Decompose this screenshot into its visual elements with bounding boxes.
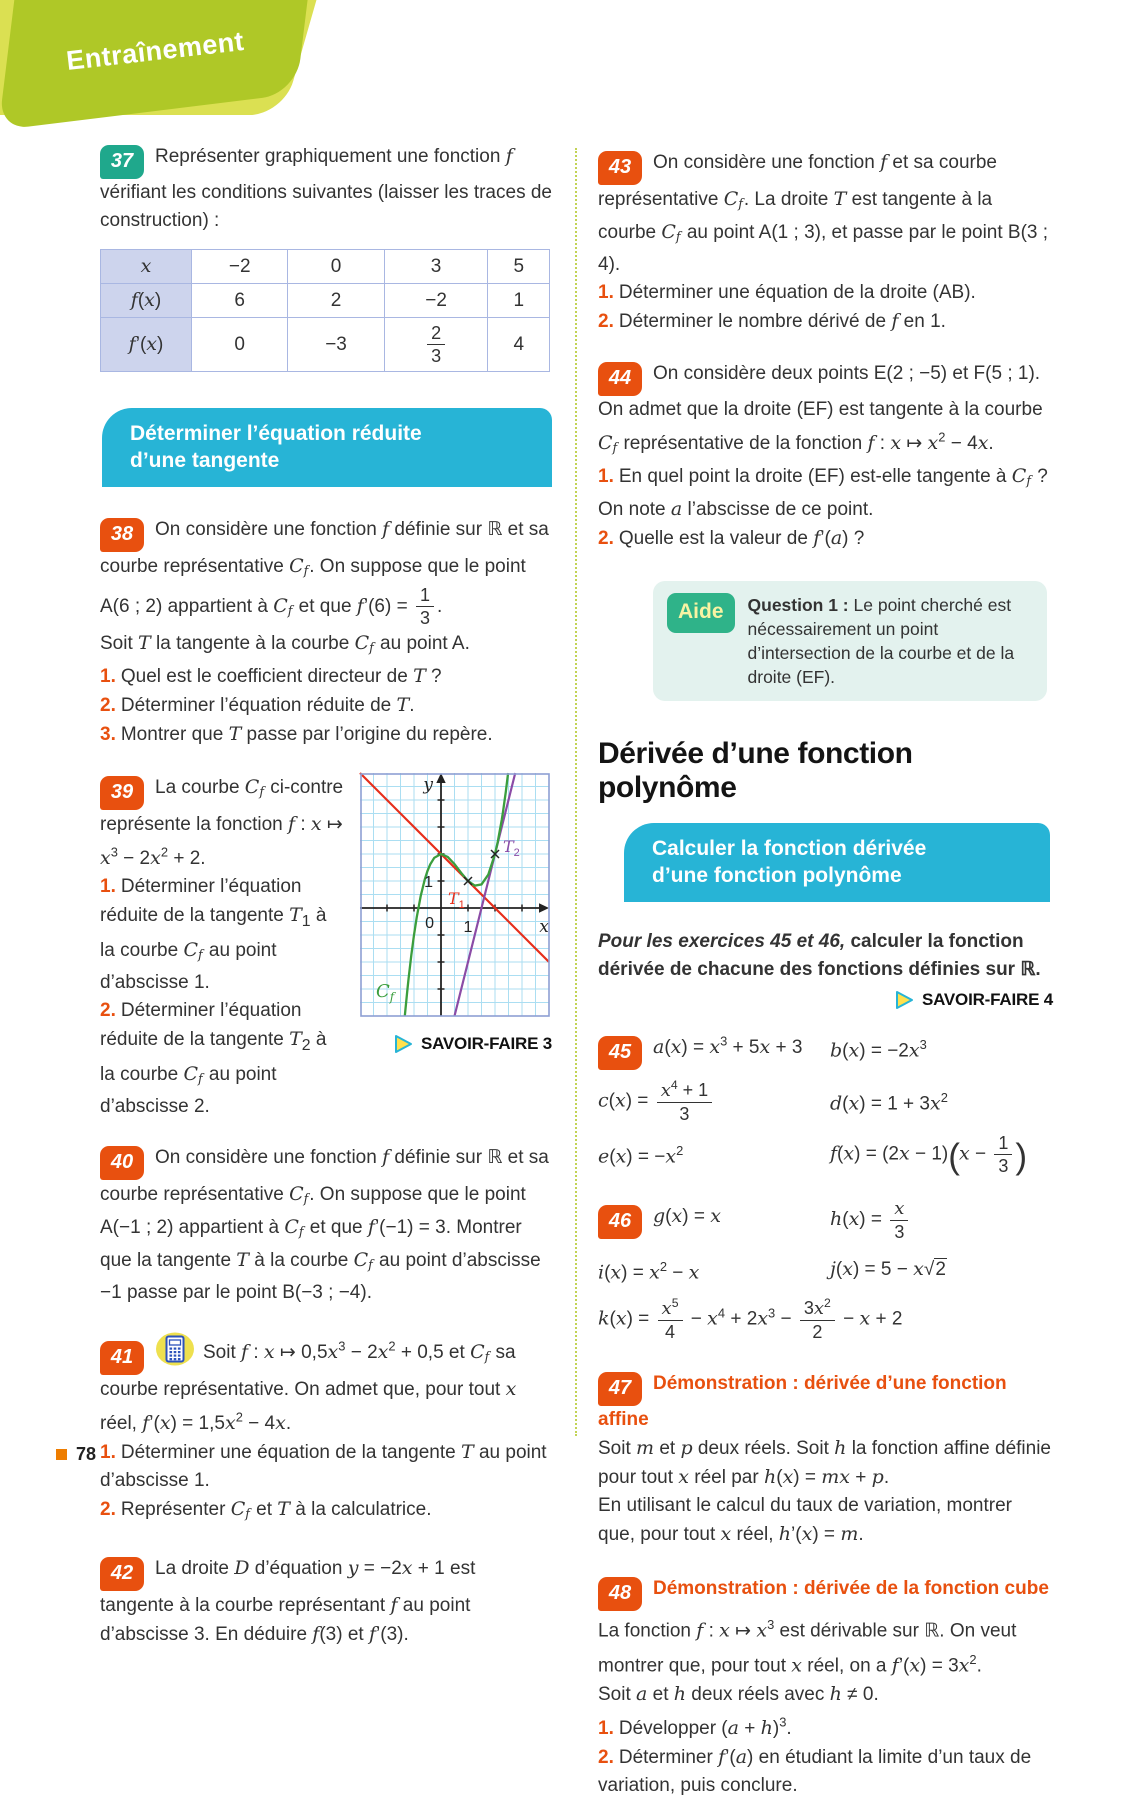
question-text: Développer $(a + h)^3$. (618, 1714, 792, 1740)
exercise-text: Soit a et h deux réels avec h ≠ 0. (598, 1682, 879, 1705)
table-cell: 6 (192, 284, 288, 318)
table-cell: 5 (488, 250, 550, 284)
exercise-48 (598, 1575, 1053, 1800)
formula: 46 g(x) = x (598, 1201, 830, 1239)
section-header-tangente: Déterminer l’équation réduite d’une tangente (102, 408, 552, 487)
formula: f(x) = (2x − 1)(x − $\frac{1}{3}$ ) (830, 1132, 1027, 1177)
exercise-47 (598, 1370, 1053, 1549)
values-table (100, 249, 550, 372)
x-axis-label: x (539, 916, 549, 937)
question-text: En quel point la droite (EF) est-elle tangente à $C_f$ ? On note a l’abscisse de ce point. (598, 465, 1048, 521)
curve-cf-label: $C_f$ (376, 980, 395, 1004)
question-number: 1. (100, 665, 116, 687)
table-cell: 3 (384, 250, 488, 284)
question-number: 1. (598, 282, 614, 303)
question-number: 2. (100, 694, 116, 716)
section-header-calculer: Calculer la fonction dérivée d’une fonction polynôme (624, 823, 1050, 902)
exercise-46 (598, 1198, 1053, 1342)
question-text: Déterminer l’équation réduite de T. (120, 693, 415, 716)
exercise-42 (100, 1554, 552, 1649)
section-title-derivee: Dérivée d’une fonction polynôme (598, 737, 913, 805)
question-number: 1. (598, 1718, 614, 1740)
table-cell: 4 (488, 318, 550, 372)
exercise-title: Démonstration : dérivée de la fonction cube (653, 1578, 1049, 1600)
exercise-number: 37 (100, 145, 144, 179)
savoir-faire-badge (598, 990, 1053, 1010)
column-divider (575, 148, 577, 1436)
exercise-text: On considère deux points E(2 ; −5) et F(5 ; 1). On admet que la droite (EF) est tangente à la courbe $C_f$ représentative de la fonction f : x ↦ $x^2 - 4x$. (598, 363, 1043, 456)
exercise-text: Soit f : x ↦ $0,5x^3 - 2x^2 + 0,5$ et $C_f$ sa courbe représentative. On admet que, pour tout x réel, f’(x) = $1,5x^2 - 4x$. (100, 1338, 517, 1434)
exercise-number: 38 (100, 518, 144, 552)
question-number: 3. (100, 723, 116, 745)
exercise-text: Soit T la tangente à la courbe $C_f$ au point A. (100, 631, 470, 655)
exercise-text: En utilisant le calcul du taux de variation, montrer que, pour tout x réel, h’(x) = m. (598, 1495, 1012, 1546)
formula: k(x) = $\frac{x^5}{4}$ − $x^4 + 2x^3$ − $\frac{3x^2}{2}$ − x + 2 (598, 1295, 903, 1343)
exercise-number: 45 (598, 1036, 642, 1070)
question-text: Déterminer l’équation réduite de la tangente $T_1$ à la courbe $C_f$ au point d’abscisse 1. (100, 875, 327, 993)
banner-title: Entraînement (64, 25, 246, 77)
page-footer (56, 1444, 96, 1465)
table-header-cell: f’(x) (101, 318, 192, 372)
question-text: Représenter $C_f$ et T à la calculatrice. (120, 1497, 432, 1521)
exercise-number: 41 (100, 1341, 144, 1375)
exercise-text: La fonction f : x ↦ $x^3$ est dérivable sur ℝ. On veut montrer que, pour tout x réel, on a f’(x) = $3x^2$. (598, 1617, 1017, 1676)
exercise-40 (100, 1143, 552, 1307)
exercise-number: 46 (598, 1205, 642, 1239)
exercise-number: 39 (100, 776, 144, 810)
question-number: 2. (598, 1747, 614, 1769)
question-text: Déterminer f’(a) en étudiant la limite d’un taux de variation, puis conclure. (598, 1746, 1032, 1797)
exercise-title: Démonstration : dérivée d’une fonction affine (598, 1373, 1007, 1431)
formula: j(x) = 5 − x√2 (830, 1258, 946, 1281)
exercise-39 (100, 773, 552, 1121)
question-number: 2. (598, 528, 614, 550)
exercise-text: On considère une fonction f définie sur ℝ et sa courbe représentative $C_f$. On suppose que le point A(−1 ; 2) appartient à $C_f$ et que f’(−1) = 3. Montrer que la tangente T à la courbe $C_f$ au point d’abscisse −1 passe par le point B(−3 ; −4). (100, 1145, 549, 1303)
question-text: Déterminer une équation de la tangente T au point d’abscisse 1. (100, 1440, 547, 1491)
tangent-t1-label: $T_1$ (448, 888, 465, 911)
exercise-number: 40 (100, 1146, 144, 1180)
y-axis-label: y (423, 774, 433, 795)
right-column (598, 148, 1053, 1800)
exercise-44 (598, 360, 1053, 553)
question-number: 1. (100, 875, 116, 897)
formula: c(x) = $\frac{x^4 + 1}{3}$ (598, 1079, 830, 1124)
table-cell: −2 (384, 284, 488, 318)
table-header-cell: f(x) (101, 284, 192, 318)
left-column (100, 142, 552, 1649)
question-number: 2. (598, 311, 614, 332)
exercise-text: La droite D d’équation y = −2x + 1 est tangente à la courbe représentant f au point d’abscisse 3. En déduire f(3) et f’(3). (100, 1556, 476, 1645)
exercise-number: 44 (598, 362, 642, 396)
exercise-39-figure (360, 773, 552, 1121)
exercise-39-text (100, 773, 346, 1121)
formula: $i(x) = x^2 - x$ (598, 1258, 700, 1283)
aide-text: Question 1 : Le point cherché est nécessairement un point d’intersection de la courbe et de la droite (EF). (747, 595, 1015, 688)
table-header-cell: x (101, 250, 192, 284)
exercise-text: La courbe $C_f$ ci-contre représente la fonction f : x ↦ $x^3 - 2x^2 + 2$. (100, 775, 344, 869)
exercise-43 (598, 148, 1053, 336)
x-tick-label: 1 (463, 918, 473, 936)
question-text: Déterminer une équation de la droite (AB). (618, 282, 976, 303)
play-triangle-icon (894, 990, 914, 1010)
table-cell: $\frac{2}{3}$ (384, 318, 488, 372)
question-number: 1. (100, 1441, 116, 1463)
table-cell: −2 (192, 250, 288, 284)
table-cell: 0 (192, 318, 288, 372)
page-number-bullet (56, 1449, 67, 1460)
exercise-number: 42 (100, 1557, 144, 1591)
formula: 45 $a(x) = x^3 + 5x + 3$ (598, 1026, 830, 1069)
exercises-45-46-instruction: Pour les exercices 45 et 46, calculer la fonction dérivée de chacune des fonctions définies sur ℝ. (598, 931, 1041, 981)
exercise-number: 43 (598, 151, 642, 185)
question-text: Déterminer le nombre dérivé de f en 1. (618, 310, 946, 332)
table-row (101, 250, 550, 284)
savoir-faire-label: SAVOIR-FAIRE 3 (420, 1033, 552, 1053)
question-number: 1. (598, 466, 614, 488)
exercise-number: 48 (598, 1577, 642, 1611)
formula: $d(x) = 1 + 3x^2$ (830, 1090, 948, 1115)
formula: h(x) = $\frac{x}{3}$ (830, 1198, 1053, 1242)
question-number: 2. (100, 999, 116, 1021)
question-number: 2. (100, 1498, 116, 1520)
exercise-text: On considère une fonction f et sa courbe représentative $C_f$. La droite T est tangente à la courbe $C_f$ au point A(1 ; 3), et passe par le point B(3 ; 4). (598, 151, 1049, 275)
exercise-45 (598, 1026, 1053, 1176)
aide-box (653, 581, 1047, 701)
exercise-number: 47 (598, 1372, 642, 1406)
exercise-41 (100, 1331, 552, 1528)
table-row (101, 284, 550, 318)
tangent-t2-label: $T_2$ (503, 836, 520, 859)
page-number: 78 (76, 1444, 97, 1464)
exercise-text: Représenter graphiquement une fonction f vérifiant les conditions suivantes (laisser les traces de construction) : (100, 145, 552, 231)
origin-label: 0 (425, 914, 434, 932)
exercise-text: On considère une fonction f définie sur ℝ et sa courbe représentative $C_f$. On suppose que le point A(6 ; 2) appartient à $C_f$ et que f’(6) = $\frac{1}{3}$ . (100, 518, 549, 629)
function-graph (360, 773, 550, 1017)
question-text: Montrer que T passe par l’origine du repère. (120, 722, 493, 745)
question-text: Quel est le coefficient directeur de T ? (120, 664, 442, 687)
table-row (101, 318, 550, 372)
table-cell: 2 (288, 284, 384, 318)
exercise-38 (100, 515, 552, 748)
table-cell: 0 (288, 250, 384, 284)
formula: $e(x) = -x^2$ (598, 1143, 684, 1168)
aide-badge: Aide (667, 593, 735, 633)
exercise-text: Soit m et p deux réels. Soit h la fonction affine définie pour tout x réel par h(x) = mx + p. (598, 1437, 1051, 1489)
exercise-37 (100, 142, 552, 372)
play-triangle-icon (393, 1034, 413, 1054)
formula: $b(x) = -2x^3$ (830, 1036, 927, 1062)
question-text: Quelle est la valeur de f’(a) ? (618, 527, 865, 550)
table-cell: 1 (488, 284, 550, 318)
savoir-faire-badge (360, 1034, 552, 1054)
y-tick-label: 1 (424, 873, 433, 891)
question-text: Déterminer l’équation réduite de la tangente $T_2$ à la courbe $C_f$ au point d’abscisse 2. (100, 999, 327, 1117)
savoir-faire-label: SAVOIR-FAIRE 4 (921, 990, 1053, 1010)
table-cell: −3 (288, 318, 384, 372)
calculator-icon (155, 1331, 195, 1367)
